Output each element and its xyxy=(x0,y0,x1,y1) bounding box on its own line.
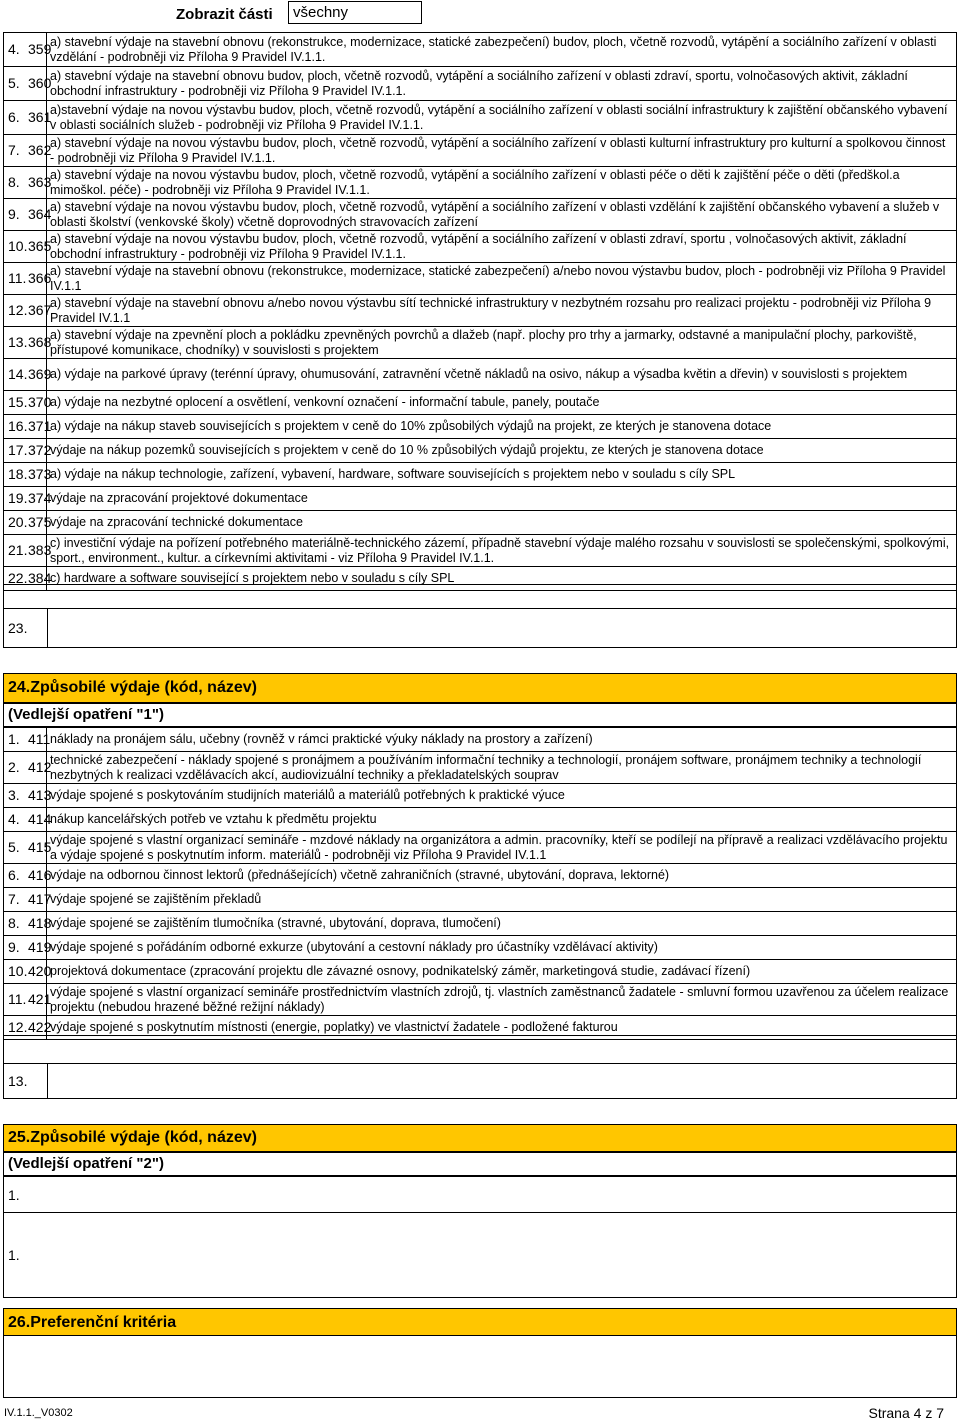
expense-description: a)stavební výdaje na novou výstavbu budov, ploch, včetně rozvodů, vytápění a sociálního zařízení v oblasti sociální infrastruktury k zajištění občanského vybavení v oblasti sociálních služeb - podrobněji viz Příloha 9 Pravidel IV.1.1. xyxy=(47,101,957,135)
row-number: 10. xyxy=(8,238,28,254)
row-number: 8. xyxy=(8,174,20,190)
expense-description: výdaje spojené se zajištěním překladů xyxy=(47,888,957,912)
row-number: 6. xyxy=(8,109,20,125)
row-number: 8. xyxy=(8,915,20,931)
row-code-cell xyxy=(4,391,52,415)
row-code-cell xyxy=(4,327,52,359)
expense-code: 417 xyxy=(28,891,52,907)
expense-code: 361 xyxy=(28,109,52,125)
row-code-cell xyxy=(4,784,52,808)
row-number: 9. xyxy=(8,206,20,222)
expense-description: a) výdaje na parkové úpravy (terénní úpravy, ohumusování, zatravnění včetně nákladů na osivo, nákup a výsadba květin a dřevin) v souvislosti s projektem xyxy=(47,359,957,391)
expense-row xyxy=(4,295,957,327)
row-code-cell xyxy=(4,936,52,960)
expense-code: 365 xyxy=(28,238,52,254)
row-code-cell xyxy=(4,912,52,936)
row-number: 5. xyxy=(8,839,20,855)
section-24-title: 24.Způsobilé výdaje (kód, název) xyxy=(3,673,957,703)
row-code-cell xyxy=(4,439,52,463)
row-code-cell xyxy=(4,728,51,752)
expense-row xyxy=(4,135,957,167)
expense-row xyxy=(4,415,957,439)
section-24-subtitle: (Vedlejší opatření "1") xyxy=(3,703,957,727)
expense-description: náklady na pronájem sálu, učebny (rovněž v rámci praktické výuky náklady na prostory a zařízení) xyxy=(47,728,957,752)
row-number: 19. xyxy=(8,490,28,506)
blank-row-2 xyxy=(3,1035,957,1063)
row-number: 15. xyxy=(8,394,28,410)
blank-row xyxy=(3,584,957,608)
expense-code: 384 xyxy=(28,570,52,586)
expense-description: výdaje na zpracování technické dokumentace xyxy=(47,511,957,535)
expense-row xyxy=(4,391,957,415)
expense-code: 418 xyxy=(28,915,52,931)
expense-row xyxy=(4,231,957,263)
row-25-2 xyxy=(3,1212,957,1298)
row-23-number: 23. xyxy=(4,609,48,647)
expense-description: a) výdaje na nákup staveb souvisejících s projektem v ceně do 10% způsobilých výdajů na projekt, ze kterých je stanovena dotace xyxy=(47,415,957,439)
expense-code: 363 xyxy=(28,174,52,190)
expense-description: výdaje spojené s poskytováním studijních materiálů a materiálů potřebných k praktické výuce xyxy=(47,784,957,808)
row-code-cell xyxy=(4,101,52,135)
row-number: 4. xyxy=(8,811,20,827)
expense-code: 368 xyxy=(28,334,52,350)
expense-code: 420 xyxy=(28,963,52,979)
row-13 xyxy=(3,1063,957,1099)
expense-code: 362 xyxy=(28,142,52,158)
expense-row-m1 xyxy=(4,864,957,888)
expense-description: projektová dokumentace (zpracování projektu dle závazné osnovy, podnikatelský záměr, marketingová studie, zadávací řízení) xyxy=(47,960,957,984)
expense-description: c) hardware a software související s projektem nebo v souladu s cíly SPL xyxy=(47,567,957,591)
expense-row xyxy=(4,67,957,101)
expense-code: 364 xyxy=(28,206,52,222)
row-number: 12. xyxy=(8,1019,28,1035)
expense-row xyxy=(4,101,957,135)
expense-row-m1 xyxy=(4,936,957,960)
expense-row xyxy=(4,439,957,463)
expense-code: 421 xyxy=(28,991,52,1007)
row-number: 6. xyxy=(8,867,20,883)
expense-code: 374 xyxy=(28,490,52,506)
expense-description: a) stavební výdaje na stavební obnovu (rekonstrukce, modernizace, statické zabezpečení) a/nebo novou výstavbu budov, ploch - podrobněji viz Příloha 9 Pravidel IV.1.1 xyxy=(47,263,957,295)
row-code-cell xyxy=(4,263,52,295)
expense-code: 369 xyxy=(28,366,52,382)
expense-row-m1 xyxy=(4,960,957,984)
expense-code: 419 xyxy=(28,939,52,955)
expense-description: výdaje spojené s poskytnutím místnosti (energie, poplatky) ve vlastnictví žadatele - podložené fakturou xyxy=(47,1016,957,1040)
expense-description: výdaje na odbornou činnost lektorů (přednášejících) včetně zahraničních (stravné, ubytování, doprava, lektorné) xyxy=(47,864,957,888)
row-code-cell xyxy=(4,832,52,864)
expense-row xyxy=(4,359,957,391)
expense-row xyxy=(4,167,957,199)
expense-description: a) stavební výdaje na stavební obnovu (rekonstrukce, modernizace, statické zabezpečení) budov, ploch, včetně rozvodů, vytápění a sociálního zařízení v oblasti vzdělání - podrobněji viz Příloha 9 Pravidel IV.1.1. xyxy=(47,33,957,67)
row-number: 13. xyxy=(8,334,28,350)
row-code-cell xyxy=(4,960,52,984)
row-number: 18. xyxy=(8,466,28,482)
row-number: 4. xyxy=(8,41,20,57)
view-parts-select[interactable]: všechny xyxy=(288,1,422,24)
expense-row xyxy=(4,327,957,359)
row-number: 5. xyxy=(8,75,20,91)
row-code-cell xyxy=(4,984,52,1016)
row-code-cell xyxy=(4,67,52,101)
expense-description: a) stavební výdaje na novou výstavbu budov, ploch, včetně rozvodů, vytápění a sociálního zařízení v oblasti péče o děti k zajištění péče o děti (předškol.a mimoškol. péče) - podrobněji viz Příloha 9 Pravidel IV.1.1. xyxy=(47,167,957,199)
expense-row-m1 xyxy=(4,984,957,1016)
row-code-cell xyxy=(4,535,52,567)
expense-code: 413 xyxy=(28,787,52,803)
expense-code: 411 xyxy=(28,731,51,747)
expense-row-m1 xyxy=(4,832,957,864)
expense-row xyxy=(4,263,957,295)
row-code-cell xyxy=(4,199,52,231)
expense-description: výdaje spojené s vlastní organizací semináře - mzdové náklady na organizátora a admin. pracovníky, kteří se podílejí na přípravě a realizaci vzdělávacího projektu a výdaje spojené s poskytnutím inform. materiálů - podrobněji viz Příloha 9 Pravidel IV.1.1 xyxy=(47,832,957,864)
row-number: 16. xyxy=(8,418,28,434)
expense-row-m1 xyxy=(4,808,957,832)
expense-description: výdaje spojené s vlastní organizací semináře prostřednictvím vlastních zdrojů, tj. vlastních zaměstnanců žadatele - smluvní formou uzavřenou za účelem realizace projektu (nebudou hrazené běžné režijní náklady) xyxy=(47,984,957,1016)
row-code-cell xyxy=(4,463,52,487)
row-number: 1. xyxy=(8,731,20,747)
row-number: 2. xyxy=(8,759,20,775)
expense-description: technické zabezpečení - náklady spojené s pronájmem a používáním informační techniky a technologií, pronájem software, pronájmem techniky a technologií nezbytných k realizaci vzdělávacích akcí, audiovizuální techniky a překladatelských souprav xyxy=(47,752,957,784)
expense-description: a) stavební výdaje na novou výstavbu budov, ploch, včetně rozvodů, vytápění a sociálního zařízení v oblasti vzdělání k zajištění občanského vybavení a služeb v oblasti školství (venkovské školy) včetně doprovodných stravovacích zařízení xyxy=(47,199,957,231)
expense-code: 371 xyxy=(28,418,52,434)
expense-row xyxy=(4,199,957,231)
section-25-title: 25.Způsobilé výdaje (kód, název) xyxy=(3,1124,957,1152)
row-code-cell xyxy=(4,864,52,888)
row-number: 7. xyxy=(8,891,20,907)
expense-code: 373 xyxy=(28,466,52,482)
expense-code: 375 xyxy=(28,514,52,530)
expense-code: 414 xyxy=(28,811,52,827)
expense-description: a) stavební výdaje na stavební obnovu budov, ploch, včetně rozvodů, vytápění a sociálního zařízení v oblasti zdraví, sportu, volnočasových aktivit, základní obchodní infrastruktury - podrobněji viz Příloha 9 Pravidel IV.1.1. xyxy=(47,67,957,101)
row-code-cell xyxy=(4,295,52,327)
expense-code: 366 xyxy=(28,270,52,286)
section-26-title: 26.Preferenční kritéria xyxy=(3,1308,957,1336)
row-number: 14. xyxy=(8,366,28,382)
row-25-1-number: 1. xyxy=(8,1186,20,1203)
expense-description: a) stavební výdaje na novou výstavbu budov, ploch, včetně rozvodů, vytápění a sociálního zařízení v oblasti zdraví, sportu , volnočasových aktivit, základní obchodní infrastruktury - podrobněji viz Příloha 9 Pravidel IV.1.1. xyxy=(47,231,957,263)
row-code-cell xyxy=(4,33,52,67)
row-code-cell xyxy=(4,487,52,511)
expense-row xyxy=(4,511,957,535)
view-parts-label: Zobrazit části xyxy=(176,6,273,23)
expense-code: 359 xyxy=(28,41,52,57)
expense-description: výdaje na nákup pozemků souvisejících s projektem v ceně do 10 % způsobilých výdajů projektu, ze kterých je stanovena dotace xyxy=(47,439,957,463)
row-code-cell xyxy=(4,808,52,832)
row-number: 12. xyxy=(8,302,28,318)
expense-description: a) stavební výdaje na stavební obnovu a/nebo novou výstavbu sítí technické infrastruktury v nezbytném rozsahu pro realizaci projektu - podrobněji viz Příloha 9 Pravidel IV.1.1 xyxy=(47,295,957,327)
row-number: 17. xyxy=(8,442,28,458)
row-number: 7. xyxy=(8,142,20,158)
row-code-cell xyxy=(4,752,52,784)
row-number: 10. xyxy=(8,963,28,979)
page-number: Strana 4 z 7 xyxy=(868,1405,944,1421)
row-code-cell xyxy=(4,888,52,912)
expense-description: a) stavební výdaje na zpevnění ploch a pokládku zpevněných povrchů a dlažeb (např. plochy pro trhy a jarmarky, odstavné a manipulační plochy, parkoviště, přístupové komunikace, chodníky) v souvislosti s projektem xyxy=(47,327,957,359)
expense-row xyxy=(4,487,957,511)
expense-description: a) výdaje na nezbytné oplocení a osvětlení, venkovní označení - informační tabule, panely, poutače xyxy=(47,391,957,415)
row-number: 20. xyxy=(8,514,28,530)
row-25-1 xyxy=(3,1176,957,1212)
expense-row-m1 xyxy=(4,728,957,752)
section-25-subtitle: (Vedlejší opatření "2") xyxy=(3,1152,957,1176)
row-number: 3. xyxy=(8,787,20,803)
row-code-cell xyxy=(4,359,52,391)
section-26-body xyxy=(3,1336,957,1398)
expense-row-m1 xyxy=(4,752,957,784)
row-number: 11. xyxy=(8,270,27,286)
expense-description: výdaje na zpracování projektové dokumentace xyxy=(47,487,957,511)
expense-code: 412 xyxy=(28,759,52,775)
expense-description: a) výdaje na nákup technologie, zařízení, vybavení, hardware, software souvisejících s projektem nebo v souladu s cíly SPL xyxy=(47,463,957,487)
row-number: 11. xyxy=(8,991,27,1007)
expense-code: 422 xyxy=(28,1019,52,1035)
expense-code: 367 xyxy=(28,302,52,318)
expense-description: nákup kancelářských potřeb ve vztahu k předmětu projektu xyxy=(47,808,957,832)
expense-description: výdaje spojené se zajištěním tlumočníka (stravné, ubytování, doprava, tlumočení) xyxy=(47,912,957,936)
row-code-cell xyxy=(4,167,52,199)
row-code-cell xyxy=(4,231,52,263)
expense-code: 360 xyxy=(28,75,52,91)
expense-code: 372 xyxy=(28,442,52,458)
row-code-cell xyxy=(4,135,52,167)
expense-code: 370 xyxy=(28,394,52,410)
expense-description: c) investiční výdaje na pořízení potřebného materiálně-technického zázemí, případně stavební výdaje malého rozsahu v souvislosti se společenskými, spolkovými, sport., environment., kultur. a církevními aktivitami - viz Příloha 9 Pravidel IV.1.1. xyxy=(47,535,957,567)
expenses-table-m1 xyxy=(3,727,957,1040)
expense-row-m1 xyxy=(4,784,957,808)
document-code: IV.1.1._V0302 xyxy=(4,1407,73,1419)
row-code-cell xyxy=(4,415,52,439)
expense-code: 416 xyxy=(28,867,52,883)
view-toolbar xyxy=(0,0,960,30)
expense-row xyxy=(4,33,957,67)
expense-code: 415 xyxy=(28,839,52,855)
expense-row-m1 xyxy=(4,888,957,912)
expense-description: výdaje spojené s pořádáním odborné exkurze (ubytování a cestovní náklady pro účastníky vzdělávací aktivity) xyxy=(47,936,957,960)
expense-row-m1 xyxy=(4,912,957,936)
expense-description: a) stavební výdaje na novou výstavbu budov, ploch, včetně rozvodů, vytápění a sociálního zařízení v oblasti kulturní infrastruktury pro kulturní a spolkovou činnost - podrobněji viz Příloha 9 Pravidel IV.1.1. xyxy=(47,135,957,167)
expense-code: 383 xyxy=(28,542,52,558)
expenses-table-main xyxy=(3,32,957,591)
expense-row xyxy=(4,535,957,567)
row-number: 9. xyxy=(8,939,20,955)
expense-row xyxy=(4,463,957,487)
row-number: 22. xyxy=(8,570,28,586)
row-code-cell xyxy=(4,511,52,535)
row-number: 21. xyxy=(8,542,28,558)
row-13-number: 13. xyxy=(4,1064,48,1098)
row-23 xyxy=(3,608,957,648)
row-25-2-number: 1. xyxy=(8,1247,20,1263)
